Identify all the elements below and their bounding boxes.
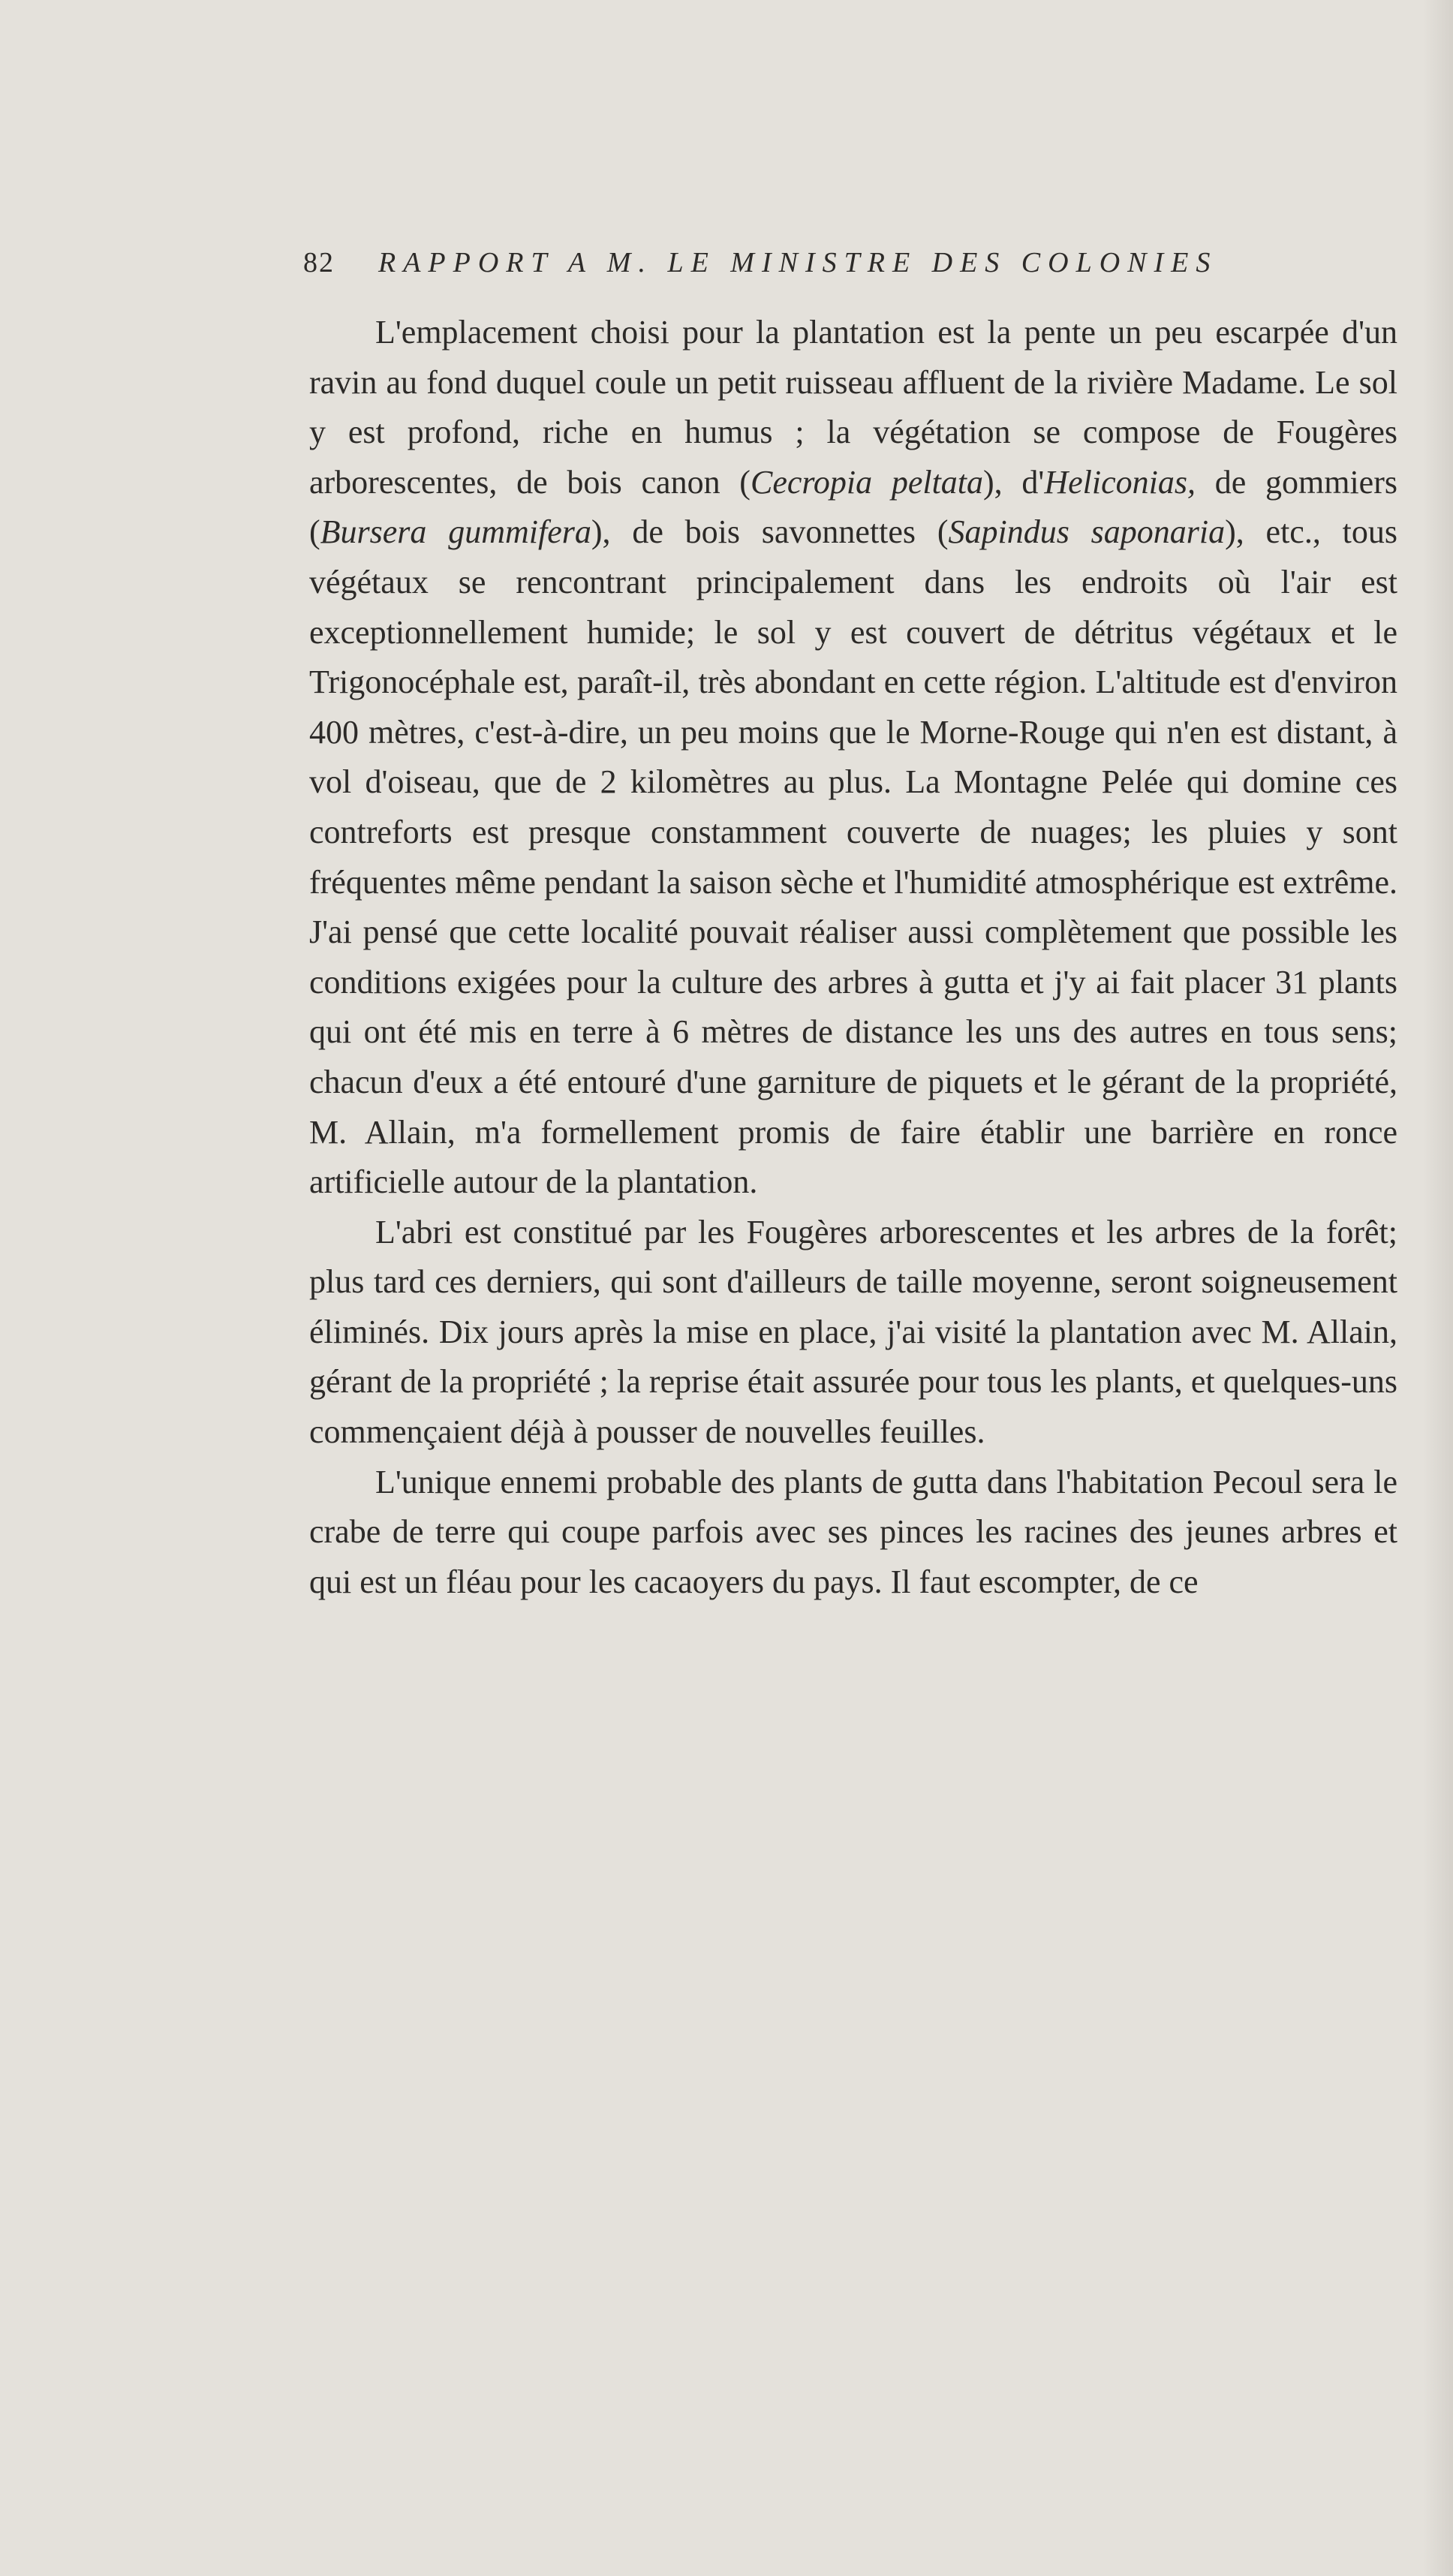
text-span: L'emplacement choisi pour la plantation est la pente un peu escarpée d'un ravin au fond duquel coule un petit ruisseau affluent de la rivière Madame. Le sol y est profond, riche en humus ; la végétation se compose de Fougères arborescentes, de bois canon (	[309, 314, 1397, 501]
text-span: ), de bois savonnettes (	[591, 513, 949, 551]
paragraph	[309, 308, 1397, 1208]
text-span: de gommiers (	[309, 463, 1397, 551]
text-span: L'unique ennemi probable des plants de gutta dans l'habitation Pecoul sera le crabe de terre qui coupe parfois avec ses pinces les racines des jeunes arbres et qui est un fléau pour les cacaoyers du pays. Il faut escompter, de ce	[309, 1463, 1397, 1600]
page-header	[303, 240, 1391, 285]
species-name: Sapindus saponaria	[948, 513, 1226, 551]
paragraph	[309, 1208, 1397, 1458]
species-name: Cecropia peltata	[750, 463, 984, 501]
species-name: Bursera gummifera	[320, 513, 591, 551]
running-title: RAPPORT A M. LE MINISTRE DES COLONIES	[378, 247, 1218, 278]
text-span: ), d'	[983, 463, 1045, 501]
text-span: L'abri est constitué par les Fougères arborescentes et les arbres de la forêt; plus tard ces derniers, qui sont d'ailleurs de taille moyenne, seront soigneusement éliminés. Dix jours après la mise en place, j'ai visité la plantation avec M. Allain, gérant de la propriété ; la reprise était assurée pour tous les plants, et quelques-uns commençaient déjà à pousser de nouvelles feuilles.	[309, 1213, 1397, 1451]
body-text	[309, 308, 1397, 1607]
paragraph	[309, 1458, 1397, 1608]
text-span: ), etc., tous végétaux se rencontrant principalement dans les endroits où l'air est exceptionnellement humide; le sol y est couvert de détritus végétaux et le Trigonocéphale est, paraît-il, très abondant en cette région. L'altitude est d'environ 400 mètres, c'est-à-dire, un peu moins que le Morne-Rouge qui n'en est distant, à vol d'oiseau, que de 2 kilomètres au plus. La Montagne Pelée qui domine ces contreforts est presque constamment couverte de nuages; les pluies y sont fréquentes même pendant la saison sèche et l'humidité atmosphérique est extrême. J'ai pensé que cette localité pouvait réaliser aussi complètement que possible les conditions exigées pour la culture des arbres à gutta et j'y ai fait placer 31 plants qui ont été mis en terre à 6 mètres de distance les uns des autres en tous sens; chacun d'eux a été entouré d'une garniture de piquets et le gérant de la propriété, M. Allain, m'a formellement promis de faire établir une barrière en ronce artificielle autour de la plantation.	[309, 513, 1397, 1201]
page-edge-shadow	[1423, 0, 1453, 2576]
species-name: Heliconias,	[1044, 463, 1196, 501]
page-number: 82	[303, 247, 335, 278]
